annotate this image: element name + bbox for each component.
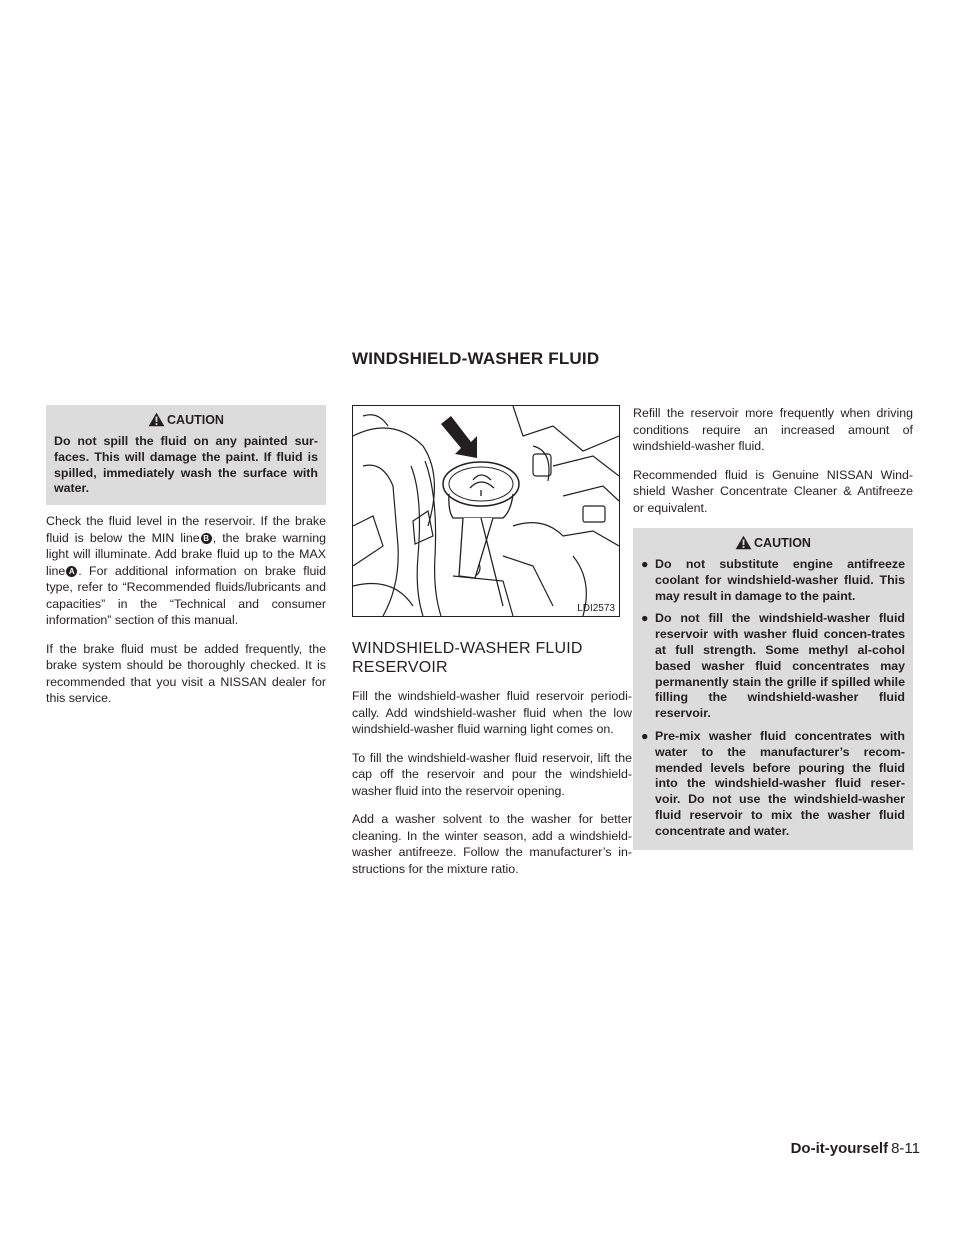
callout-b: B bbox=[201, 533, 212, 544]
bullet-icon: ● bbox=[641, 611, 649, 626]
caution-header bbox=[641, 535, 905, 550]
caution-item bbox=[641, 611, 905, 722]
page-footer bbox=[791, 1140, 920, 1157]
caution-item-text: Do not fill the windshield-washer fluid reservoir with washer fluid concen-trates at full strength. Some methyl al-cohol based washer fluid concentrates may permanently stain the grille if spilled while filling the windshield-washer fluid reservoir. bbox=[655, 611, 905, 721]
bullet-icon: ● bbox=[641, 728, 649, 743]
caution-list bbox=[641, 557, 905, 840]
reservoir-paragraph-1: Fill the windshield-washer fluid reservoir periodi-cally. Add windshield-washer fluid when the low windshield-washer fluid warning light comes on. bbox=[352, 689, 632, 736]
caution-header bbox=[54, 412, 318, 427]
caution-box bbox=[633, 528, 913, 850]
section-title: WINDSHIELD-WASHER FLUID bbox=[352, 349, 600, 368]
engine-bay-illustration bbox=[353, 406, 619, 616]
bullet-icon: ● bbox=[641, 557, 649, 571]
warning-icon bbox=[735, 535, 752, 550]
page-number: 8-11 bbox=[891, 1140, 920, 1157]
footer-section-name: Do-it-yourself bbox=[790, 1140, 889, 1157]
paragraph-text: , the brake warning light will illuminate. Add brake fluid up to the MAX line bbox=[46, 530, 326, 578]
caution-item-text: Do not substitute engine antifreeze coolant for windshield-washer fluid. This may result in damage to the paint. bbox=[655, 557, 905, 603]
caution-item-text: Pre-mix washer fluid concentrates with water to the manufacturer’s recom-mended levels before pouring the fluid into the windshield-washer fluid reser-voir. Do not use the windshield-washer fluid reservoir to mix the washer fluid concentrate and water. bbox=[655, 728, 905, 838]
caution-item bbox=[641, 729, 905, 840]
refill-paragraph: Refill the reservoir more frequently when driving conditions require an increased amount of windshield-washer fluid. bbox=[633, 406, 913, 453]
caution-box bbox=[46, 405, 326, 505]
reservoir-paragraph-3: Add a washer solvent to the washer for better cleaning. In the winter season, add a windshield-washer antifreeze. Follow the manufacturer’s in-structions for the mixture ratio. bbox=[352, 812, 632, 876]
recommended-fluid-paragraph: Recommended fluid is Genuine NISSAN Wind-shield Washer Concentrate Cleaner & Antifreeze or equivalent. bbox=[633, 467, 913, 515]
caution-text: Do not spill the fluid on any painted sur-faces. This will damage the paint. If fluid is spilled, immediately wash the surface with water. bbox=[54, 434, 318, 496]
callout-a: A bbox=[66, 566, 77, 577]
column-right bbox=[633, 405, 913, 858]
warning-icon bbox=[148, 412, 165, 427]
figure-code: LDI2573 bbox=[577, 603, 615, 614]
brake-fluid-frequency-paragraph: If the brake fluid must be added frequently, the brake system should be thoroughly checked. It is recommended that you visit a NISSAN dealer for this service. bbox=[46, 641, 326, 706]
reservoir-paragraph-2: To fill the windshield-washer fluid reservoir, lift the cap off the reservoir and pour the windshield-washer fluid into the reservoir opening. bbox=[352, 750, 632, 798]
column-left bbox=[46, 405, 326, 719]
reservoir-figure bbox=[352, 405, 620, 617]
column-middle bbox=[352, 405, 632, 889]
caution-label: CAUTION bbox=[167, 412, 224, 427]
paragraph-text: Check the fluid level in the reservoir. If the brake fluid is below the MIN line bbox=[46, 514, 326, 545]
brake-fluid-check-paragraph bbox=[46, 513, 326, 629]
paragraph-text: . For additional information on brake fluid type, refer to “Recommended fluids/lubricants and capacities” in the “Technical and consumer information” section of this manual. bbox=[46, 563, 326, 628]
caution-item bbox=[641, 557, 905, 604]
caution-label: CAUTION bbox=[754, 535, 811, 550]
reservoir-heading: WINDSHIELD-WASHER FLUID RESERVOIR bbox=[352, 640, 583, 676]
